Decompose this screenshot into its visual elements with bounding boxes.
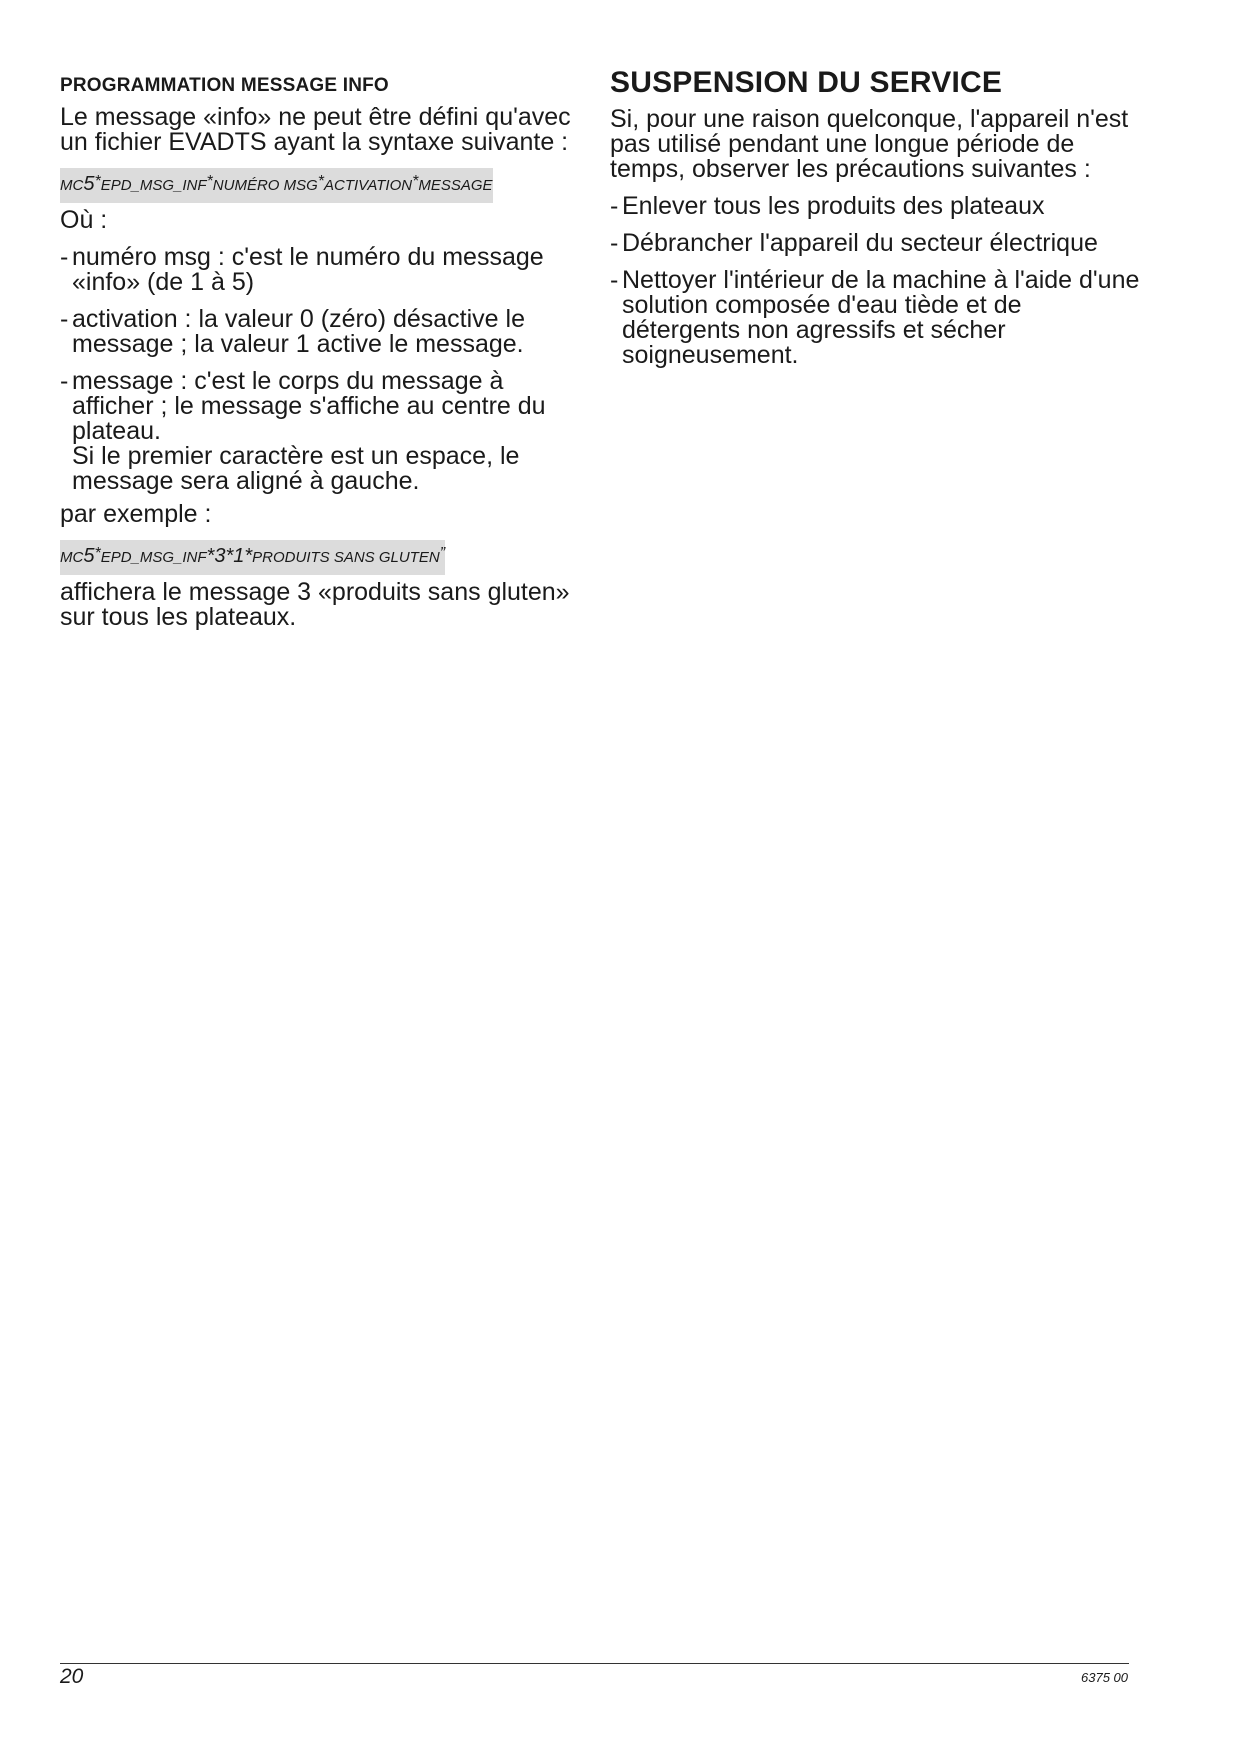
- right-column: [610, 66, 1140, 368]
- syntax-code-block: [60, 168, 493, 203]
- list-item-text: numéro msg : c'est le numéro du message «info» (de 1 à 5): [72, 243, 544, 296]
- syntax-star: *: [412, 173, 419, 190]
- example-label: par exemple :: [60, 500, 212, 528]
- list-item: [60, 369, 580, 494]
- dash-bullet: -: [610, 229, 619, 257]
- example-mc: MC: [60, 549, 84, 566]
- document-code: 6375 00: [1081, 1670, 1128, 1685]
- list-item: [610, 231, 1140, 256]
- example-field: EPD_MSG_INF: [100, 549, 207, 566]
- example-star: *: [94, 545, 101, 562]
- dash-bullet: -: [610, 266, 619, 294]
- syntax-five: 5: [83, 173, 95, 195]
- list-item-continuation: Si le premier caractère est un espace, le message sera aligné à gauche.: [72, 442, 520, 495]
- example-values: *3*1*: [206, 545, 253, 567]
- section-heading: SUSPENSION DU SERVICE: [610, 66, 1003, 99]
- intro-paragraph: Si, pour une raison quelconque, l'appareil n'est pas utilisé pendant une longue période de temps, observer les précautions suivantes :: [610, 105, 1129, 183]
- list-item: [60, 307, 580, 357]
- page-number: 20: [60, 1665, 84, 1688]
- dash-bullet: -: [60, 367, 69, 395]
- syntax-field: MESSAGE: [418, 177, 493, 194]
- precaution-list: [610, 194, 1140, 368]
- list-item: [60, 245, 580, 295]
- list-item: [610, 268, 1140, 368]
- footer-divider: [60, 1663, 1129, 1664]
- parameter-list: [60, 245, 580, 494]
- example-field: PRODUITS SANS GLUTEN: [252, 549, 440, 566]
- dash-bullet: -: [60, 243, 69, 271]
- ou-label: Où :: [60, 206, 108, 234]
- dash-bullet: -: [60, 305, 69, 333]
- left-column: [60, 66, 580, 630]
- example-code-block: [60, 540, 445, 575]
- list-item-text: message : c'est le corps du message à afficher ; le message s'affiche au centre du plateau.: [72, 367, 546, 445]
- list-item: [610, 194, 1140, 219]
- list-item-text: Enlever tous les produits des plateaux: [622, 192, 1045, 220]
- list-item-text: Nettoyer l'intérieur de la machine à l'aide d'une solution composée d'eau tiède et de détergents non agressifs et sécher soigneusement.: [622, 266, 1140, 369]
- syntax-mc: MC: [60, 177, 84, 194]
- syntax-star: *: [94, 173, 101, 190]
- syntax-star: *: [206, 173, 213, 190]
- syntax-star: *: [317, 173, 325, 190]
- example-quote: ”: [439, 545, 446, 562]
- dash-bullet: -: [610, 192, 619, 220]
- syntax-field: NUMÉRO MSG: [212, 177, 318, 194]
- list-item-text: Débrancher l'appareil du secteur électrique: [622, 229, 1098, 257]
- section-subheading: PROGRAMMATION MESSAGE INFO: [60, 75, 389, 96]
- intro-paragraph: Le message «info» ne peut être défini qu'avec un fichier EVADTS ayant la syntaxe suivante :: [60, 103, 571, 156]
- example-five: 5: [83, 545, 95, 567]
- list-item-text: activation : la valeur 0 (zéro) désactive le message ; la valeur 1 active le message.: [72, 305, 525, 358]
- syntax-field: ACTIVATION: [324, 177, 413, 194]
- example-result: affichera le message 3 «produits sans gluten» sur tous les plateaux.: [60, 578, 570, 631]
- syntax-field: EPD_MSG_INF: [100, 177, 207, 194]
